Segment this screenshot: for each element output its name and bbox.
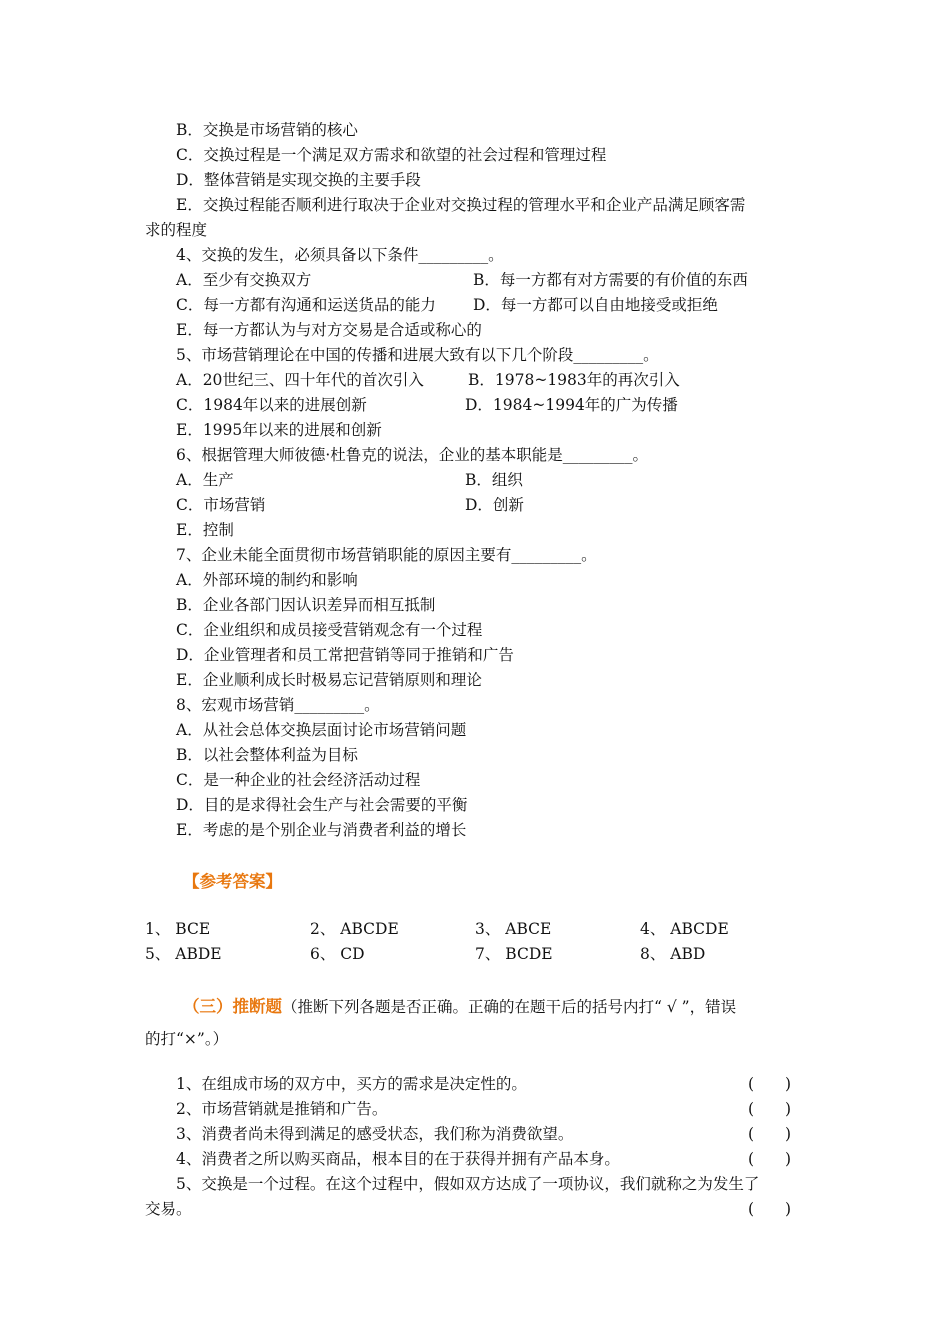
tf-item-2: 2、市场营销就是推销和广告。 [176,1100,388,1118]
q6-option-b: B．组织 [465,471,523,489]
answer-item: 8、 ABD [640,945,706,963]
q5-option-e: E．1995年以来的进展和创新 [176,421,382,439]
q6-stem: 6、根据管理大师彼德·杜鲁克的说法，企业的基本职能是_________。 [176,446,649,464]
q4-option-c: C．每一方都有沟通和运送货品的能力 [176,296,436,314]
tf-item-1: 1、在组成市场的双方中，买方的需求是决定性的。 [176,1075,527,1093]
answer-item: 3、 ABCE [475,920,552,938]
q8-option-a: A．从社会总体交换层面讨论市场营销问题 [176,721,467,739]
q3-option-b: B．交换是市场营销的核心 [176,121,358,139]
q5-stem: 5、市场营销理论在中国的传播和进展大致有以下几个阶段_________。 [176,346,659,364]
section3-heading-line [183,995,736,1019]
section3-instruction: （推断下列各题是否正确。正确的在题干后的括号内打“ √ ”，错误 [282,998,737,1016]
tf-item-3: 3、消费者尚未得到满足的感受状态，我们称为消费欲望。 [176,1125,574,1143]
answer-bracket[interactable]: ( ) [748,1075,792,1093]
q7-option-c: C．企业组织和成员接受营销观念有一个过程 [176,621,483,639]
answer-item: 6、 CD [310,945,365,963]
q7-stem: 7、企业未能全面贯彻市场营销职能的原因主要有_________。 [176,546,597,564]
q3-option-e: E．交换过程能否顺利进行取决于企业对交换过程的管理水平和企业产品满足顾客需 [176,196,746,214]
q8-option-d: D．目的是求得社会生产与社会需要的平衡 [176,796,468,814]
q3-option-c: C．交换过程是一个满足双方需求和欲望的社会过程和管理过程 [176,146,607,164]
answer-bracket[interactable]: ( ) [748,1125,792,1143]
q4-option-b: B．每一方都有对方需要的有价值的东西 [473,271,748,289]
section3-heading: （三）推断题 [183,997,282,1016]
tf-item-4: 4、消费者之所以购买商品，根本目的在于获得并拥有产品本身。 [176,1150,620,1168]
answer-item: 4、 ABCDE [640,920,729,938]
q4-option-e: E．每一方都认为与对方交易是合适或称心的 [176,321,482,339]
section3-instruction-continued: 的打“×”。） [145,1030,229,1048]
q5-option-c: C．1984年以来的进展创新 [176,396,367,414]
q4-option-d: D．每一方都可以自由地接受或拒绝 [473,296,718,314]
q7-option-b: B．企业各部门因认识差异而相互抵制 [176,596,436,614]
answer-item: 5、 ABDE [145,945,222,963]
q8-option-e: E．考虑的是个别企业与消费者利益的增长 [176,821,467,839]
q7-option-e: E．企业顺利成长时极易忘记营销原则和理论 [176,671,482,689]
q3-option-e-continued: 求的程度 [145,221,208,239]
q5-option-a: A．20世纪三、四十年代的首次引入 [176,371,424,389]
answer-bracket[interactable]: ( ) [748,1200,792,1218]
answer-bracket[interactable]: ( ) [748,1150,792,1168]
tf-item-5: 5、交换是一个过程。在这个过程中，假如双方达成了一项协议，我们就称之为发生了 [176,1175,760,1193]
q8-stem: 8、宏观市场营销_________。 [176,696,380,714]
q4-stem: 4、交换的发生，必须具备以下条件_________。 [176,246,504,264]
tf-item-5-continued: 交易。 [145,1200,192,1218]
q7-option-d: D．企业管理者和员工常把营销等同于推销和广告 [176,646,514,664]
q5-option-b: B．1978~1983年的再次引入 [468,371,680,389]
q7-option-a: A．外部环境的制约和影响 [176,571,358,589]
q5-option-d: D．1984~1994年的广为传播 [465,396,678,414]
q4-option-a: A．至少有交换双方 [176,271,312,289]
q8-option-b: B．以社会整体利益为目标 [176,746,358,764]
answer-item: 1、 BCE [145,920,211,938]
answers-heading: 【参考答案】 [183,872,282,891]
q6-option-e: E．控制 [176,521,234,539]
q6-option-a: A．生产 [176,471,234,489]
answer-item: 2、 ABCDE [310,920,399,938]
answer-bracket[interactable]: ( ) [748,1100,792,1118]
q3-option-d: D．整体营销是实现交换的主要手段 [176,171,421,189]
q6-option-c: C．市场营销 [176,496,266,514]
q8-option-c: C．是一种企业的社会经济活动过程 [176,771,421,789]
answer-item: 7、 BCDE [475,945,553,963]
q6-option-d: D．创新 [465,496,524,514]
